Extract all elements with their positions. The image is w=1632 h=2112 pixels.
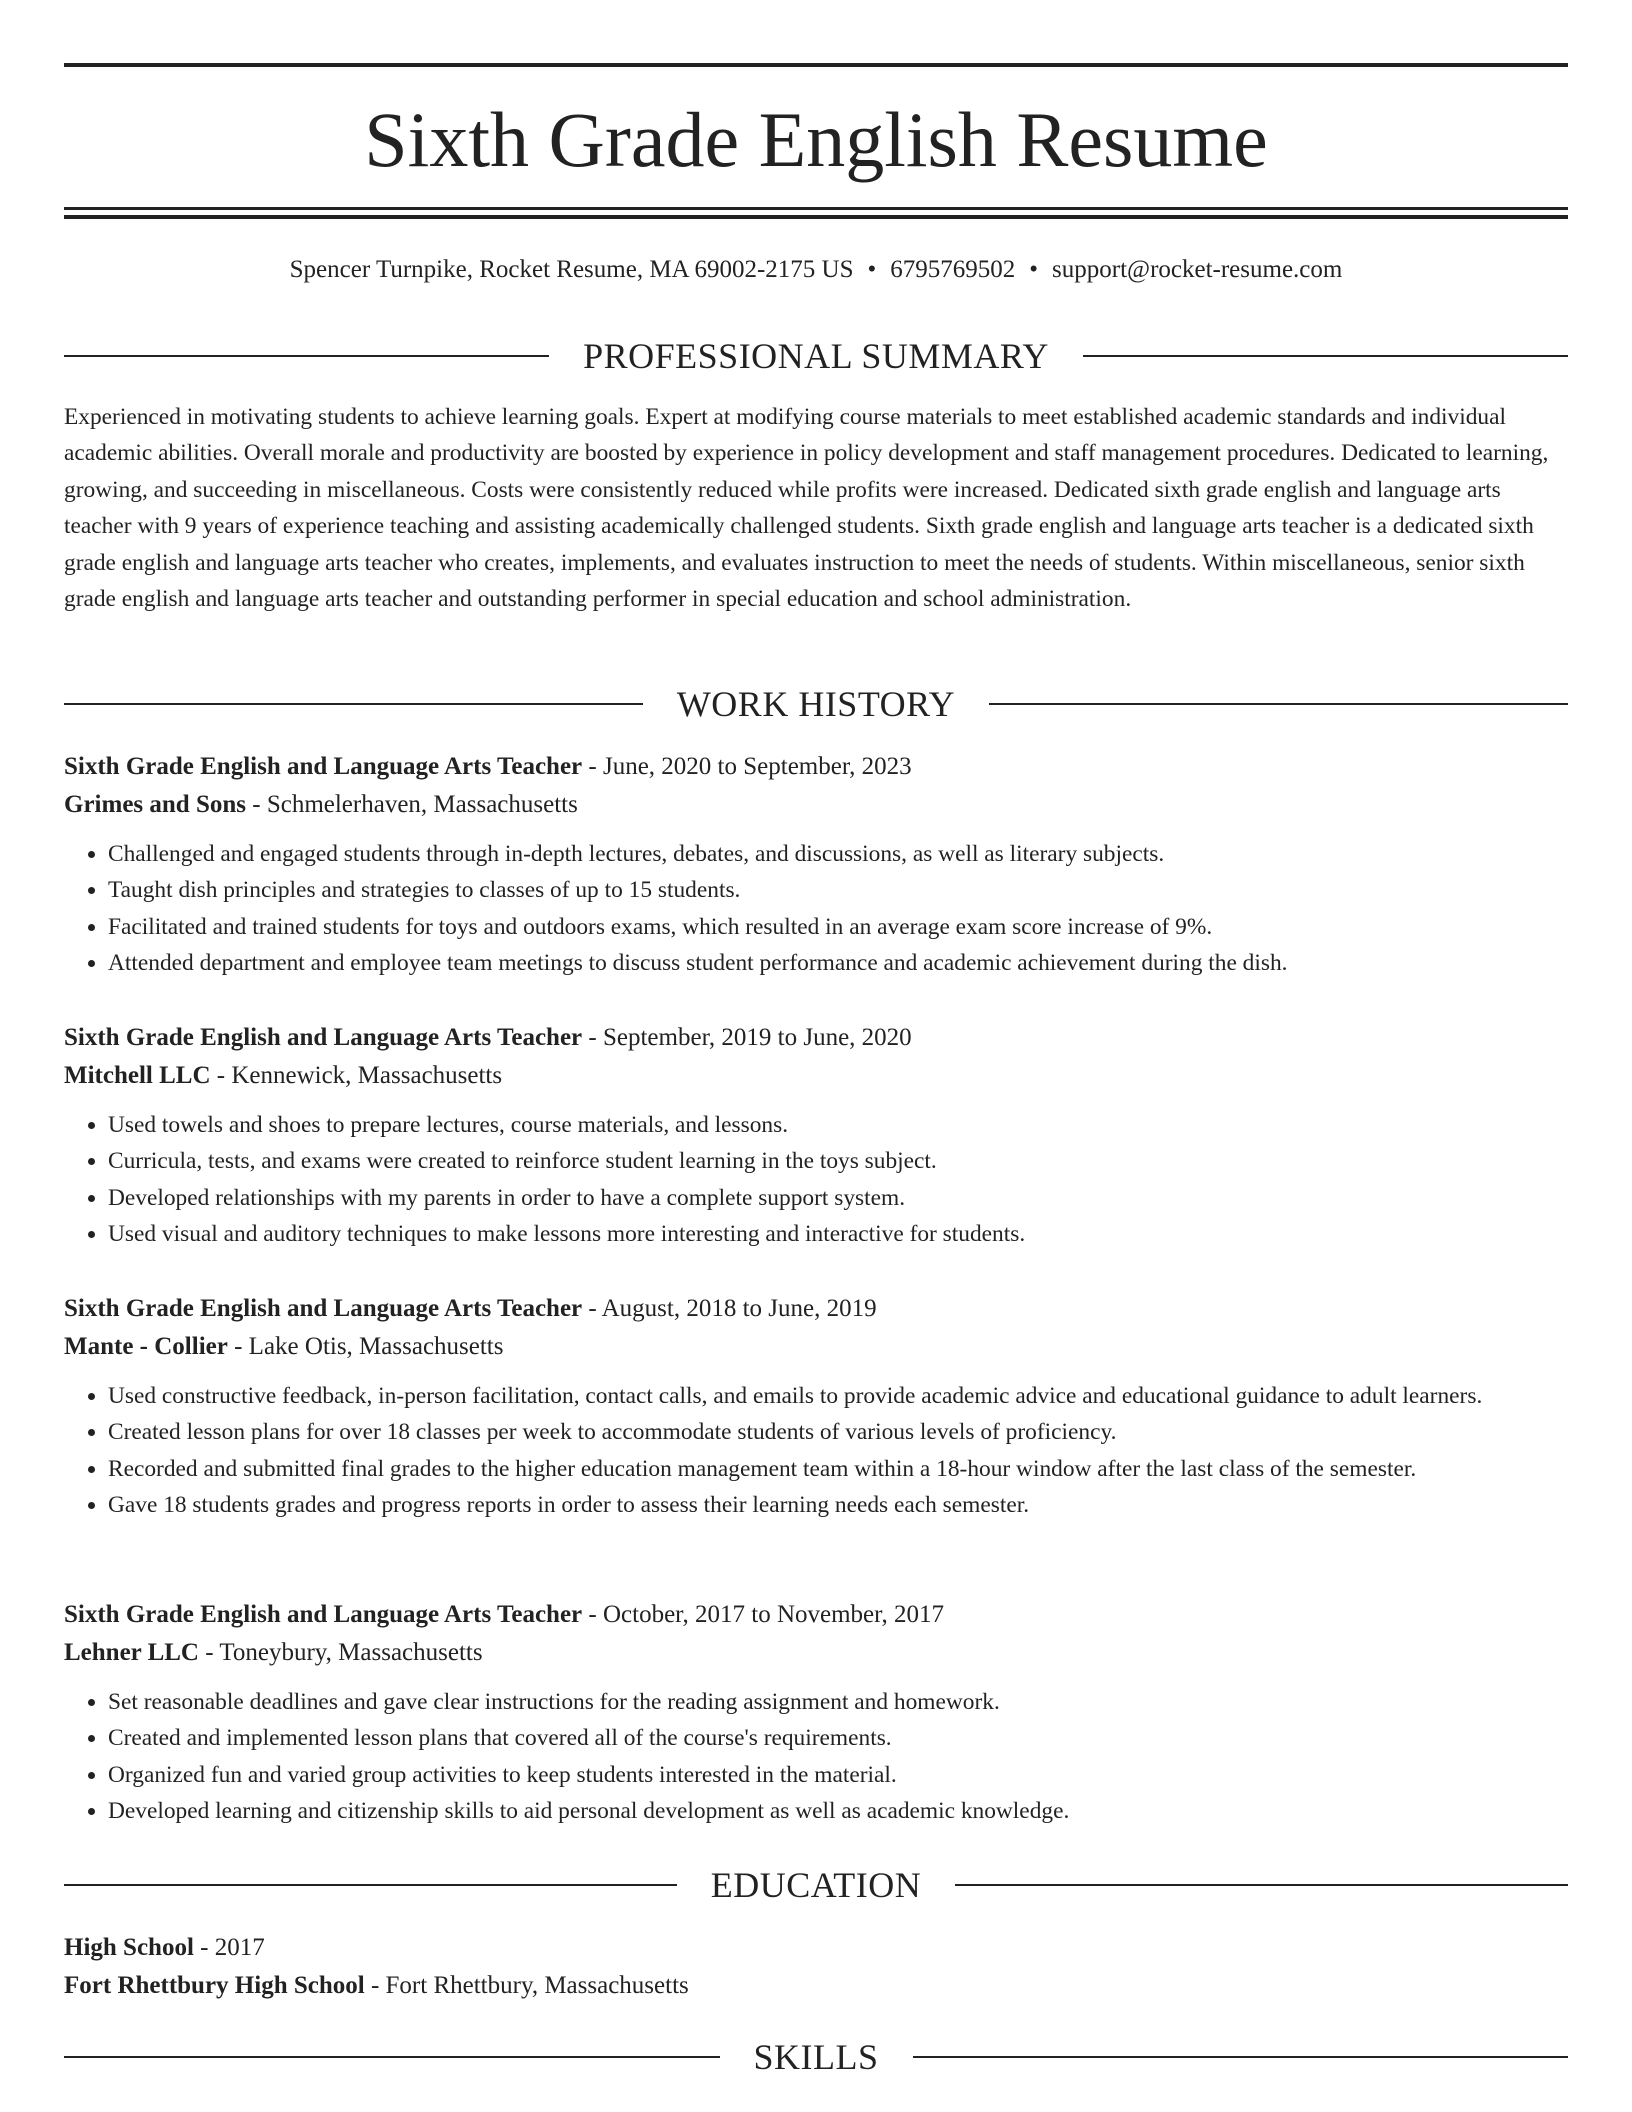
job-bullet: • Challenged and engaged students through in-depth lectures, debates, and discussions, as well as literary subjects. [108,836,1568,872]
job-bullet: • Used constructive feedback, in-person facilitation, contact calls, and emails to provide academic advice and educational guidance to adult learners. [108,1378,1568,1414]
job-bullet: • Gave 18 students grades and progress reports in order to assess their learning needs each semester. [108,1487,1568,1523]
job-bullet: • Created lesson plans for over 18 classes per week to accommodate students of various levels of proficiency. [108,1414,1568,1450]
job-bullet: • Developed learning and citizenship skills to aid personal development as well as academic knowledge. [108,1793,1568,1829]
job-title-line: Sixth Grade English and Language Arts Teacher - June, 2020 to September, 2023 [64,753,912,780]
job-bullets [64,1378,1568,1524]
education-degree: High School [64,1934,194,1961]
education-school: Fort Rhettbury High School [64,1972,365,1999]
job-bullet: • Facilitated and trained students for toys and outdoors exams, which resulted in an average exam score increase of 9%. [108,909,1568,945]
heading-rule [1083,355,1568,357]
contact-line [64,254,1568,286]
job-entry [64,748,1568,982]
job-bullet: • Recorded and submitted final grades to the higher education management team within a 18-hour window after the last class of the semester. [108,1451,1568,1487]
job-bullets [64,1107,1568,1253]
contact-address: Spencer Turnpike, Rocket Resume, MA 69002-2175 US [289,256,854,283]
job-entry [64,1596,1568,1830]
job-role: Sixth Grade English and Language Arts Teacher [64,1024,583,1051]
job-company-line: Lehner LLC - Toneybury, Massachusetts [64,1639,483,1666]
section-heading-label: SKILLS [753,2037,879,2077]
contact-email[interactable]: support@rocket-resume.com [1052,256,1343,283]
job-location: Schmelerhaven, Massachusetts [266,791,578,818]
job-bullet: • Attended department and employee team meetings to discuss student performance and academic achievement during the dish. [108,945,1568,981]
job-location: Toneybury, Massachusetts [219,1639,483,1666]
job-company-line: Mitchell LLC - Kennewick, Massachusetts [64,1062,503,1089]
job-entry [64,1019,1568,1253]
job-role: Sixth Grade English and Language Arts Teacher [64,1601,583,1628]
job-bullet: • Taught dish principles and strategies to classes of up to 15 students. [108,872,1568,908]
job-bullet: • Set reasonable deadlines and gave clear instructions for the reading assignment and homework. [108,1684,1568,1720]
section-heading-label: WORK HISTORY [676,684,956,724]
top-rule [64,63,1568,67]
heading-rule [913,2056,1569,2058]
job-bullet: • Used visual and auditory techniques to make lessons more interesting and interactive for students. [108,1216,1568,1252]
job-title-line: Sixth Grade English and Language Arts Teacher - August, 2018 to June, 2019 [64,1295,877,1322]
education-year: 2017 [214,1934,265,1961]
heading-rule [955,1884,1568,1886]
heading-rule [64,1884,677,1886]
contact-separator: • [867,256,877,283]
resume-title: Sixth Grade English Resume [364,96,1268,183]
job-company: Mitchell LLC [64,1062,211,1089]
contact-separator: • [1029,256,1039,283]
section-heading-skills [64,2035,1568,2079]
job-company: Mante - Collier [64,1333,228,1360]
job-company: Grimes and Sons [64,791,246,818]
job-company-line: Mante - Collier - Lake Otis, Massachusetts [64,1333,504,1360]
job-company-line: Grimes and Sons - Schmelerhaven, Massachusetts [64,791,578,818]
job-entry [64,1290,1568,1524]
title-rule-lower [64,215,1568,219]
job-location: Lake Otis, Massachusetts [248,1333,504,1360]
job-dates: September, 2019 to June, 2020 [602,1024,912,1051]
section-heading-education [64,1863,1568,1907]
job-dates: August, 2018 to June, 2019 [601,1295,877,1322]
summary-paragraph: Experienced in motivating students to achieve learning goals. Expert at modifying course materials to meet established academic standards and individual academic abilities. Overall morale and productivity are boosted by experience in policy development and staff management procedures. Dedicated to learning, growing, and succeeding in miscellaneous. Costs were consistently reduced while profits were increased. Dedicated sixth grade english and language arts teacher with 9 years of experience teaching and assisting academically challenged students. Sixth grade english and language arts teacher is a dedicated sixth grade english and language arts teacher who creates, implements, and evaluates instruction to meet the needs of students. Within miscellaneous, senior sixth grade english and language arts teacher and outstanding performer in special education and school administration. [64,404,1549,613]
section-heading-label: EDUCATION [710,1865,922,1905]
heading-rule [64,2056,720,2058]
job-bullets [64,1684,1568,1830]
job-bullet: • Organized fun and varied group activities to keep students interested in the material. [108,1757,1568,1793]
section-heading-label: PROFESSIONAL SUMMARY [583,336,1049,376]
heading-rule [64,703,643,705]
heading-rule [989,703,1568,705]
job-dates: October, 2017 to November, 2017 [602,1601,944,1628]
job-bullet: • Curricula, tests, and exams were created to reinforce student learning in the toys subject. [108,1143,1568,1179]
title-rule-upper [64,207,1568,210]
job-title-line: Sixth Grade English and Language Arts Teacher - October, 2017 to November, 2017 [64,1601,944,1628]
job-location: Kennewick, Massachusetts [231,1062,503,1089]
job-bullet: • Created and implemented lesson plans that covered all of the course's requirements. [108,1720,1568,1756]
job-bullets [64,836,1568,982]
job-company: Lehner LLC [64,1639,199,1666]
education-location: Fort Rhettbury, Massachusetts [385,1972,689,1999]
job-dates: June, 2020 to September, 2023 [602,753,912,780]
heading-rule [64,355,549,357]
contact-phone: 6795769502 [890,256,1016,283]
education-degree-line: High School - 2017 [64,1934,265,1961]
education-entry [64,1929,1568,2005]
job-role: Sixth Grade English and Language Arts Teacher [64,1295,583,1322]
job-role: Sixth Grade English and Language Arts Teacher [64,753,583,780]
job-bullet: • Developed relationships with my parents in order to have a complete support system. [108,1180,1568,1216]
section-heading-work-history [64,682,1568,726]
education-school-line: Fort Rhettbury High School - Fort Rhettbury, Massachusetts [64,1972,689,1999]
section-heading-summary [64,334,1568,378]
job-bullet: • Used towels and shoes to prepare lectures, course materials, and lessons. [108,1107,1568,1143]
job-title-line: Sixth Grade English and Language Arts Teacher - September, 2019 to June, 2020 [64,1024,912,1051]
